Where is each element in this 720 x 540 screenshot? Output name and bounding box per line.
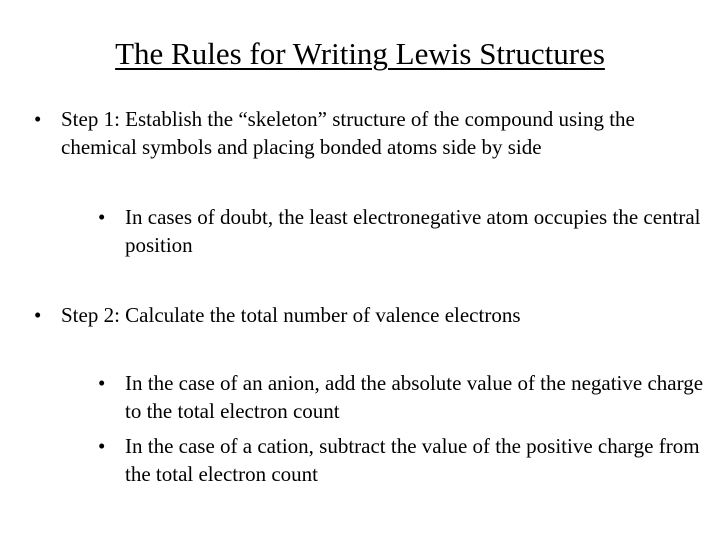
bullet-text: In the case of a cation, subtract the value of the positive charge from the total electron count [125, 434, 700, 486]
bullet-dot: • [98, 371, 106, 395]
bullet-text: In cases of doubt, the least electronegative atom occupies the central position [125, 205, 701, 257]
bullet-text: In the case of an anion, add the absolute value of the negative charge to the total electron count [125, 371, 704, 423]
bullet-step-2 [34, 301, 711, 329]
bullet-dot: • [98, 205, 106, 229]
bullet-text: Step 1: Establish the “skeleton” structure of the compound using the chemical symbols and placing bonded atoms side by side [61, 107, 635, 159]
bullet-dot: • [34, 303, 42, 327]
bullet-step-1 [34, 105, 711, 161]
bullet-text: Step 2: Calculate the total number of valence electrons [61, 303, 521, 327]
bullet-dot: • [98, 434, 106, 458]
sub-bullet-electronegative [98, 203, 710, 259]
slide-title: The Rules for Writing Lewis Structures [115, 36, 605, 71]
sub-bullet-anion [98, 369, 710, 425]
sub-bullet-cation [98, 432, 710, 488]
bullet-dot: • [34, 107, 42, 131]
